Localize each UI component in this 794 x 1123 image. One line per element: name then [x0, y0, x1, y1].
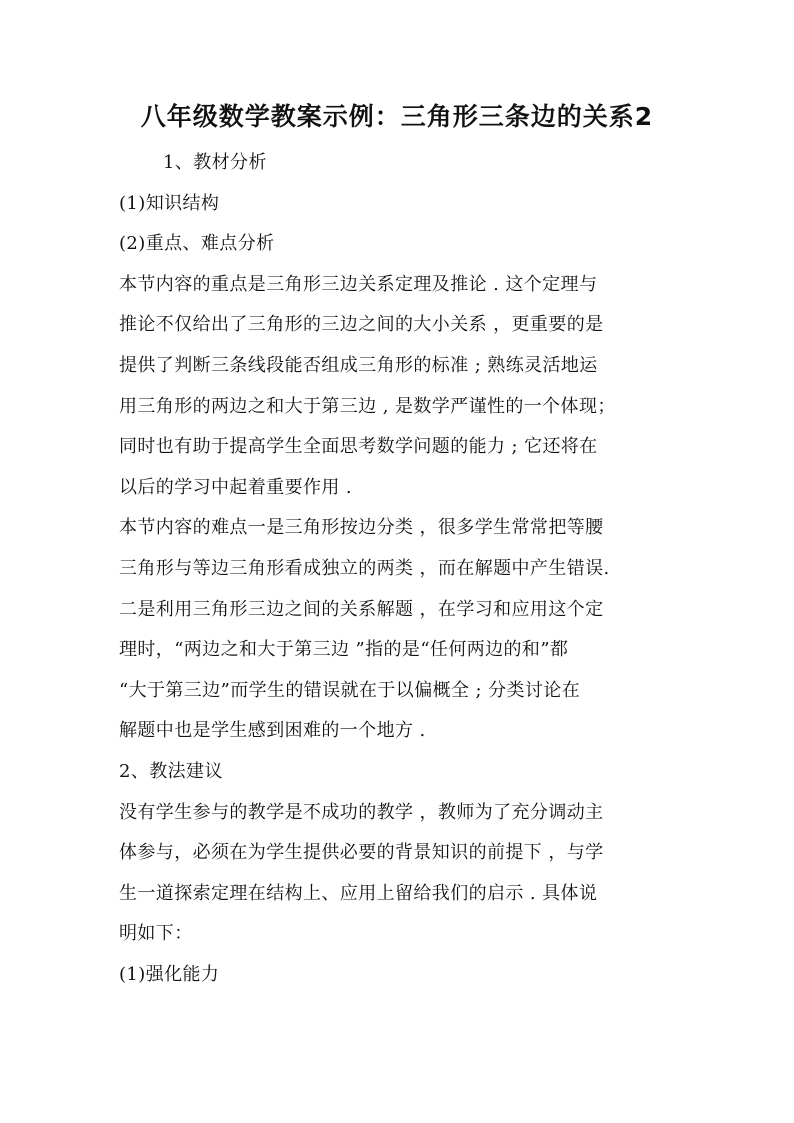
paragraph-line: 用三角形的两边之和大于第三边 , 是数学严谨性的一个体现；	[119, 395, 616, 417]
paragraph-line: 本节内容的重点是三角形三边关系定理及推论 . 这个定理与	[119, 273, 598, 295]
paragraph-line: 没有学生参与的教学是不成功的教学 ，教师为了充分调动主	[119, 801, 604, 823]
paragraph-line: 同时也有助于提高学生全面思考数学问题的能力 ; 它还将在	[119, 436, 598, 458]
subheading-knowledge-structure: (1)知识结构	[119, 192, 220, 214]
paragraph-line: 以后的学习中起着重要作用 .	[119, 476, 353, 498]
subheading-strengthen-ability: (1)强化能力	[119, 963, 220, 985]
paragraph-line: “大于第三边”而学生的错误就在于以偏概全 ; 分类讨论在	[119, 679, 581, 701]
paragraph-line: 本节内容的难点一是三角形按边分类 ，很多学生常常把等腰	[119, 517, 604, 539]
document-body	[119, 143, 679, 995]
section-heading-teaching-suggestions: 2、教法建议	[119, 760, 223, 782]
section-heading-textbook-analysis: 1、教材分析	[163, 152, 267, 173]
paragraph-line: 推论不仅给出了三角形的三边之间的大小关系 ，更重要的是	[119, 314, 604, 336]
paragraph-line: 解题中也是学生感到困难的一个地方 .	[119, 720, 426, 742]
paragraph-line: 理时，“两边之和大于第三边 ”指的是“任何两边的和”都	[119, 639, 569, 661]
document-title: 八年级数学教案示例：三角形三条边的关系2	[140, 102, 654, 131]
paragraph-line: 三角形与等边三角形看成独立的两类 ，而在解题中产生错误.	[119, 557, 610, 579]
paragraph-line: 二是利用三角形三边之间的关系解题 ，在学习和应用这个定	[119, 598, 604, 620]
paragraph-line: 生一道探索定理在结构上、应用上留给我们的启示 . 具体说	[119, 882, 598, 904]
subheading-key-difficult-points: (2)重点、难点分析	[119, 233, 275, 255]
paragraph-line: 体参与，必须在为学生提供必要的背景知识的前提下 ，与学	[119, 842, 604, 864]
paragraph-line: 提供了判断三条线段能否组成三角形的标准 ; 熟练灵活地运	[119, 354, 598, 376]
paragraph-line: 明如下：	[119, 923, 193, 945]
